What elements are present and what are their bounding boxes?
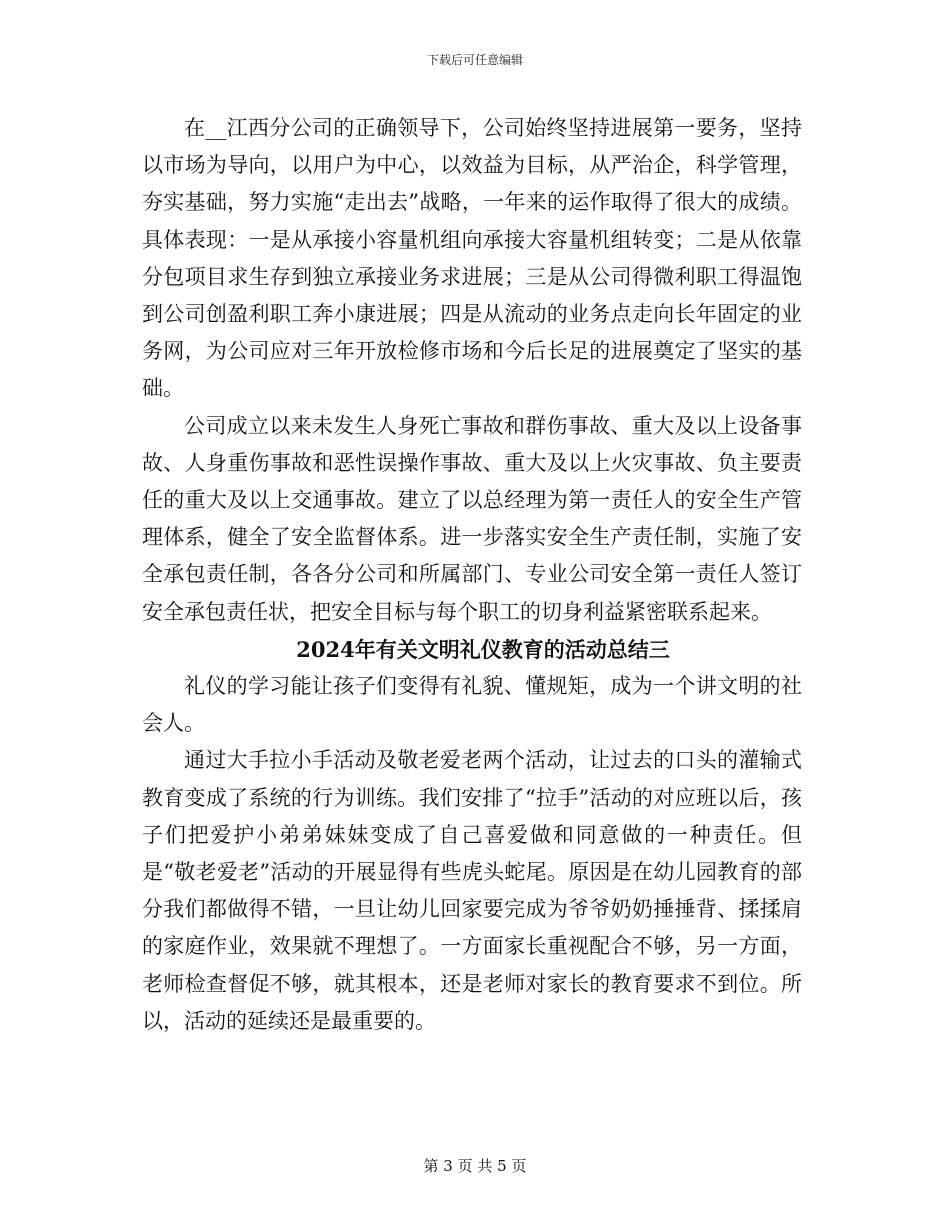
paragraph-activities-review: 通过大手拉小手活动及敬老爱老两个活动，让过去的口头的灌输式教育变成了系统的行为训练。我们安排了“拉手”活动的对应班以后，孩子们把爱护小弟弟妹妹变成了自己喜爱做和同意做的一种责任。但是“敬老爱老”活动的开展显得有些虎头蛇尾。原因是在幼儿园教育的部分我们都做得不错，一旦让幼儿回家要完成为爷爷奶奶捶捶背、揉揉肩的家庭作业，效果就不理想了。一方面家长重视配合不够，另一方面，老师检查督促不够，就其根本，还是老师对家长的教育要求不到位。所以，活动的延续还是最重要的。 — [142, 748, 802, 1033]
page-number: 第 3 页 共 5 页 — [423, 1157, 527, 1175]
paragraph-company-achievements: 在__江西分公司的正确领导下，公司始终坚持进展第一要务，坚持以市场为导向，以用户为中心，以效益为目标，从严治企，科学管理，夯实基础，努力实施“走出去”战略，一年来的运作取得了很大的成绩。具体表现：一是从承接小容量机组向承接大容量机组转变；二是从依靠分包项目求生存到独立承接业务求进展；三是从公司得微利职工得温饱到公司创盈利职工奔小康进展；四是从流动的业务点走向长年固定的业务网，为公司应对三年开放检修市场和今后长足的进展奠定了坚实的基础。 — [142, 116, 802, 401]
paragraph-etiquette-intro: 礼仪的学习能让孩子们变得有礼貌、懂规矩，成为一个讲文明的社会人。 — [142, 674, 802, 736]
paragraph-safety-record: 公司成立以来未发生人身死亡事故和群伤事故、重大及以上设备事故、人身重伤事故和恶性误操作事故、重大及以上火灾事故、负主要责任的重大及以上交通事故。建立了以总经理为第一责任人的安全生产管理体系，健全了安全监督体系。进一步落实安全生产责任制，实施了安全承包责任制，各各分公司和所属部门、专业公司安全第一责任人签订安全承包责任状，把安全目标与每个职工的切身利益紧密联系起来。 — [142, 413, 802, 624]
document-body — [142, 110, 802, 1040]
page-header-note: 下载后可任意编辑 — [426, 53, 523, 67]
section-title: 2024年有关文明礼仪教育的活动总结三 — [296, 636, 670, 662]
